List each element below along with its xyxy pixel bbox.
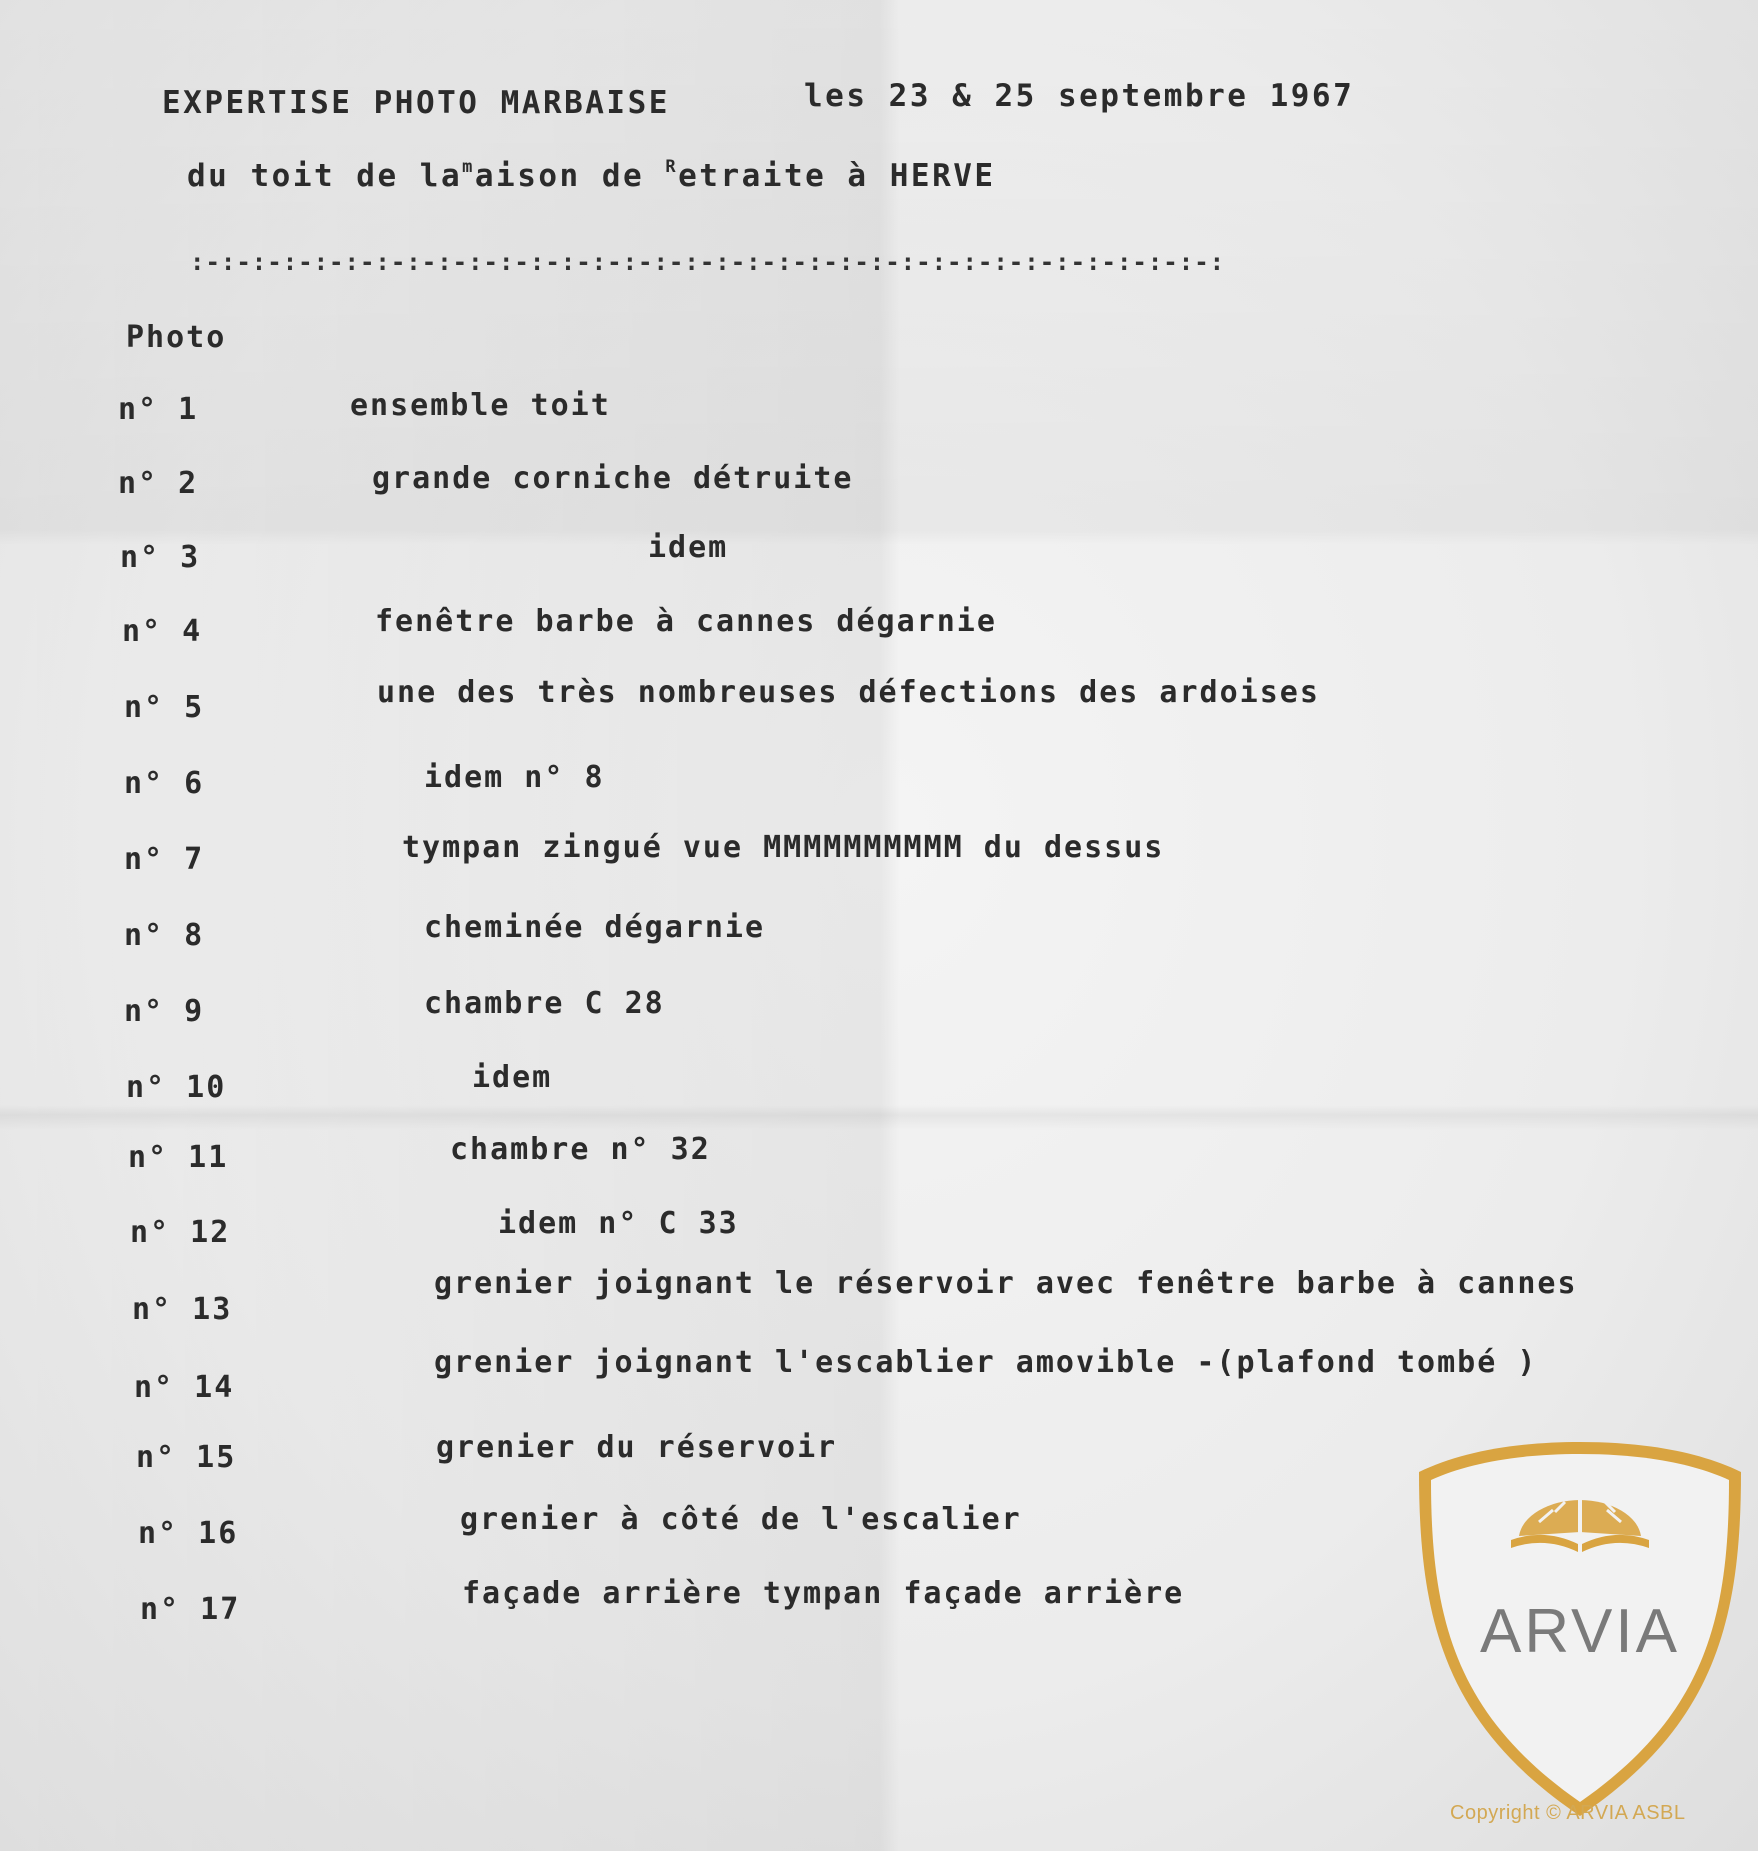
title-line-2-superscript-r: R [665, 157, 679, 177]
entry-number: n° 14 [134, 1370, 235, 1405]
entry-description: chambre C 28 [424, 986, 665, 1021]
entry-description: une des très nombreuses défections des ardoises [377, 675, 1320, 710]
title-line-2-part-2: aison de [474, 158, 645, 194]
copyright-notice: Copyright © ARVIA ASBL [1450, 1802, 1686, 1824]
entry-number: n° 2 [118, 466, 199, 501]
entry-description: façade arrière tympan façade arrière [462, 1576, 1185, 1611]
entry-number: n° 11 [128, 1140, 229, 1175]
entry-number: n° 7 [124, 842, 205, 877]
title-line-2-part-3: etraite à HERVE [678, 158, 996, 194]
entry-description: grenier du réservoir [436, 1430, 838, 1465]
entry-description: chambre n° 32 [450, 1132, 711, 1167]
entry-number: n° 13 [132, 1292, 233, 1327]
entry-description: idem n° 8 [424, 760, 605, 795]
title-line-1-date: les 23 & 25 septembre 1967 [804, 78, 1355, 114]
entry-description: ensemble toit [350, 388, 611, 423]
entry-number: n° 3 [120, 540, 201, 575]
entry-number: n° 1 [118, 392, 199, 427]
column-header-photo: Photo [126, 320, 227, 355]
entry-description: fenêtre barbe à cannes dégarnie [375, 604, 997, 639]
title-line-2-part-1: du toit de la [187, 158, 463, 194]
entry-description: grande corniche détruite [372, 461, 854, 496]
entry-number: n° 10 [126, 1070, 227, 1105]
entry-number: n° 5 [124, 690, 205, 725]
title-line-1-left: EXPERTISE PHOTO MARBAISE [162, 85, 670, 121]
entry-number: n° 15 [136, 1440, 237, 1475]
entry-number: n° 8 [124, 918, 205, 953]
entry-number: n° 17 [140, 1592, 241, 1627]
entry-number: n° 9 [124, 994, 205, 1029]
entry-description: grenier joignant l'escablier amovible -(plafond tombé ) [434, 1345, 1538, 1380]
entry-number: n° 12 [130, 1215, 231, 1250]
title-line-2 [187, 158, 996, 194]
entry-description: grenier à côté de l'escalier [460, 1502, 1022, 1537]
arvia-shield-logo [1415, 1440, 1745, 1820]
entry-number: n° 16 [138, 1516, 239, 1551]
entry-description: idem [648, 530, 729, 565]
entry-description: tympan zingué vue MMMMMMMMMM du dessus [402, 830, 1165, 865]
separator-line: :-:-:-:-:-:-:-:-:-:-:-:-:-:-:-:-:-:-:-:-:-:-:-:-:-:-:-:-:-:-:-:-:-: [190, 248, 1226, 276]
title-line-2-superscript-m: m [462, 157, 475, 177]
entry-number: n° 4 [122, 614, 203, 649]
entry-description: cheminée dégarnie [424, 910, 766, 945]
entry-number: n° 6 [124, 766, 205, 801]
entry-description: grenier joignant le réservoir avec fenêtre barbe à cannes [434, 1266, 1578, 1301]
entry-description: idem [472, 1060, 553, 1095]
arvia-logo-text: ARVIA [1480, 1597, 1680, 1666]
entry-description: idem n° C 33 [498, 1206, 739, 1241]
